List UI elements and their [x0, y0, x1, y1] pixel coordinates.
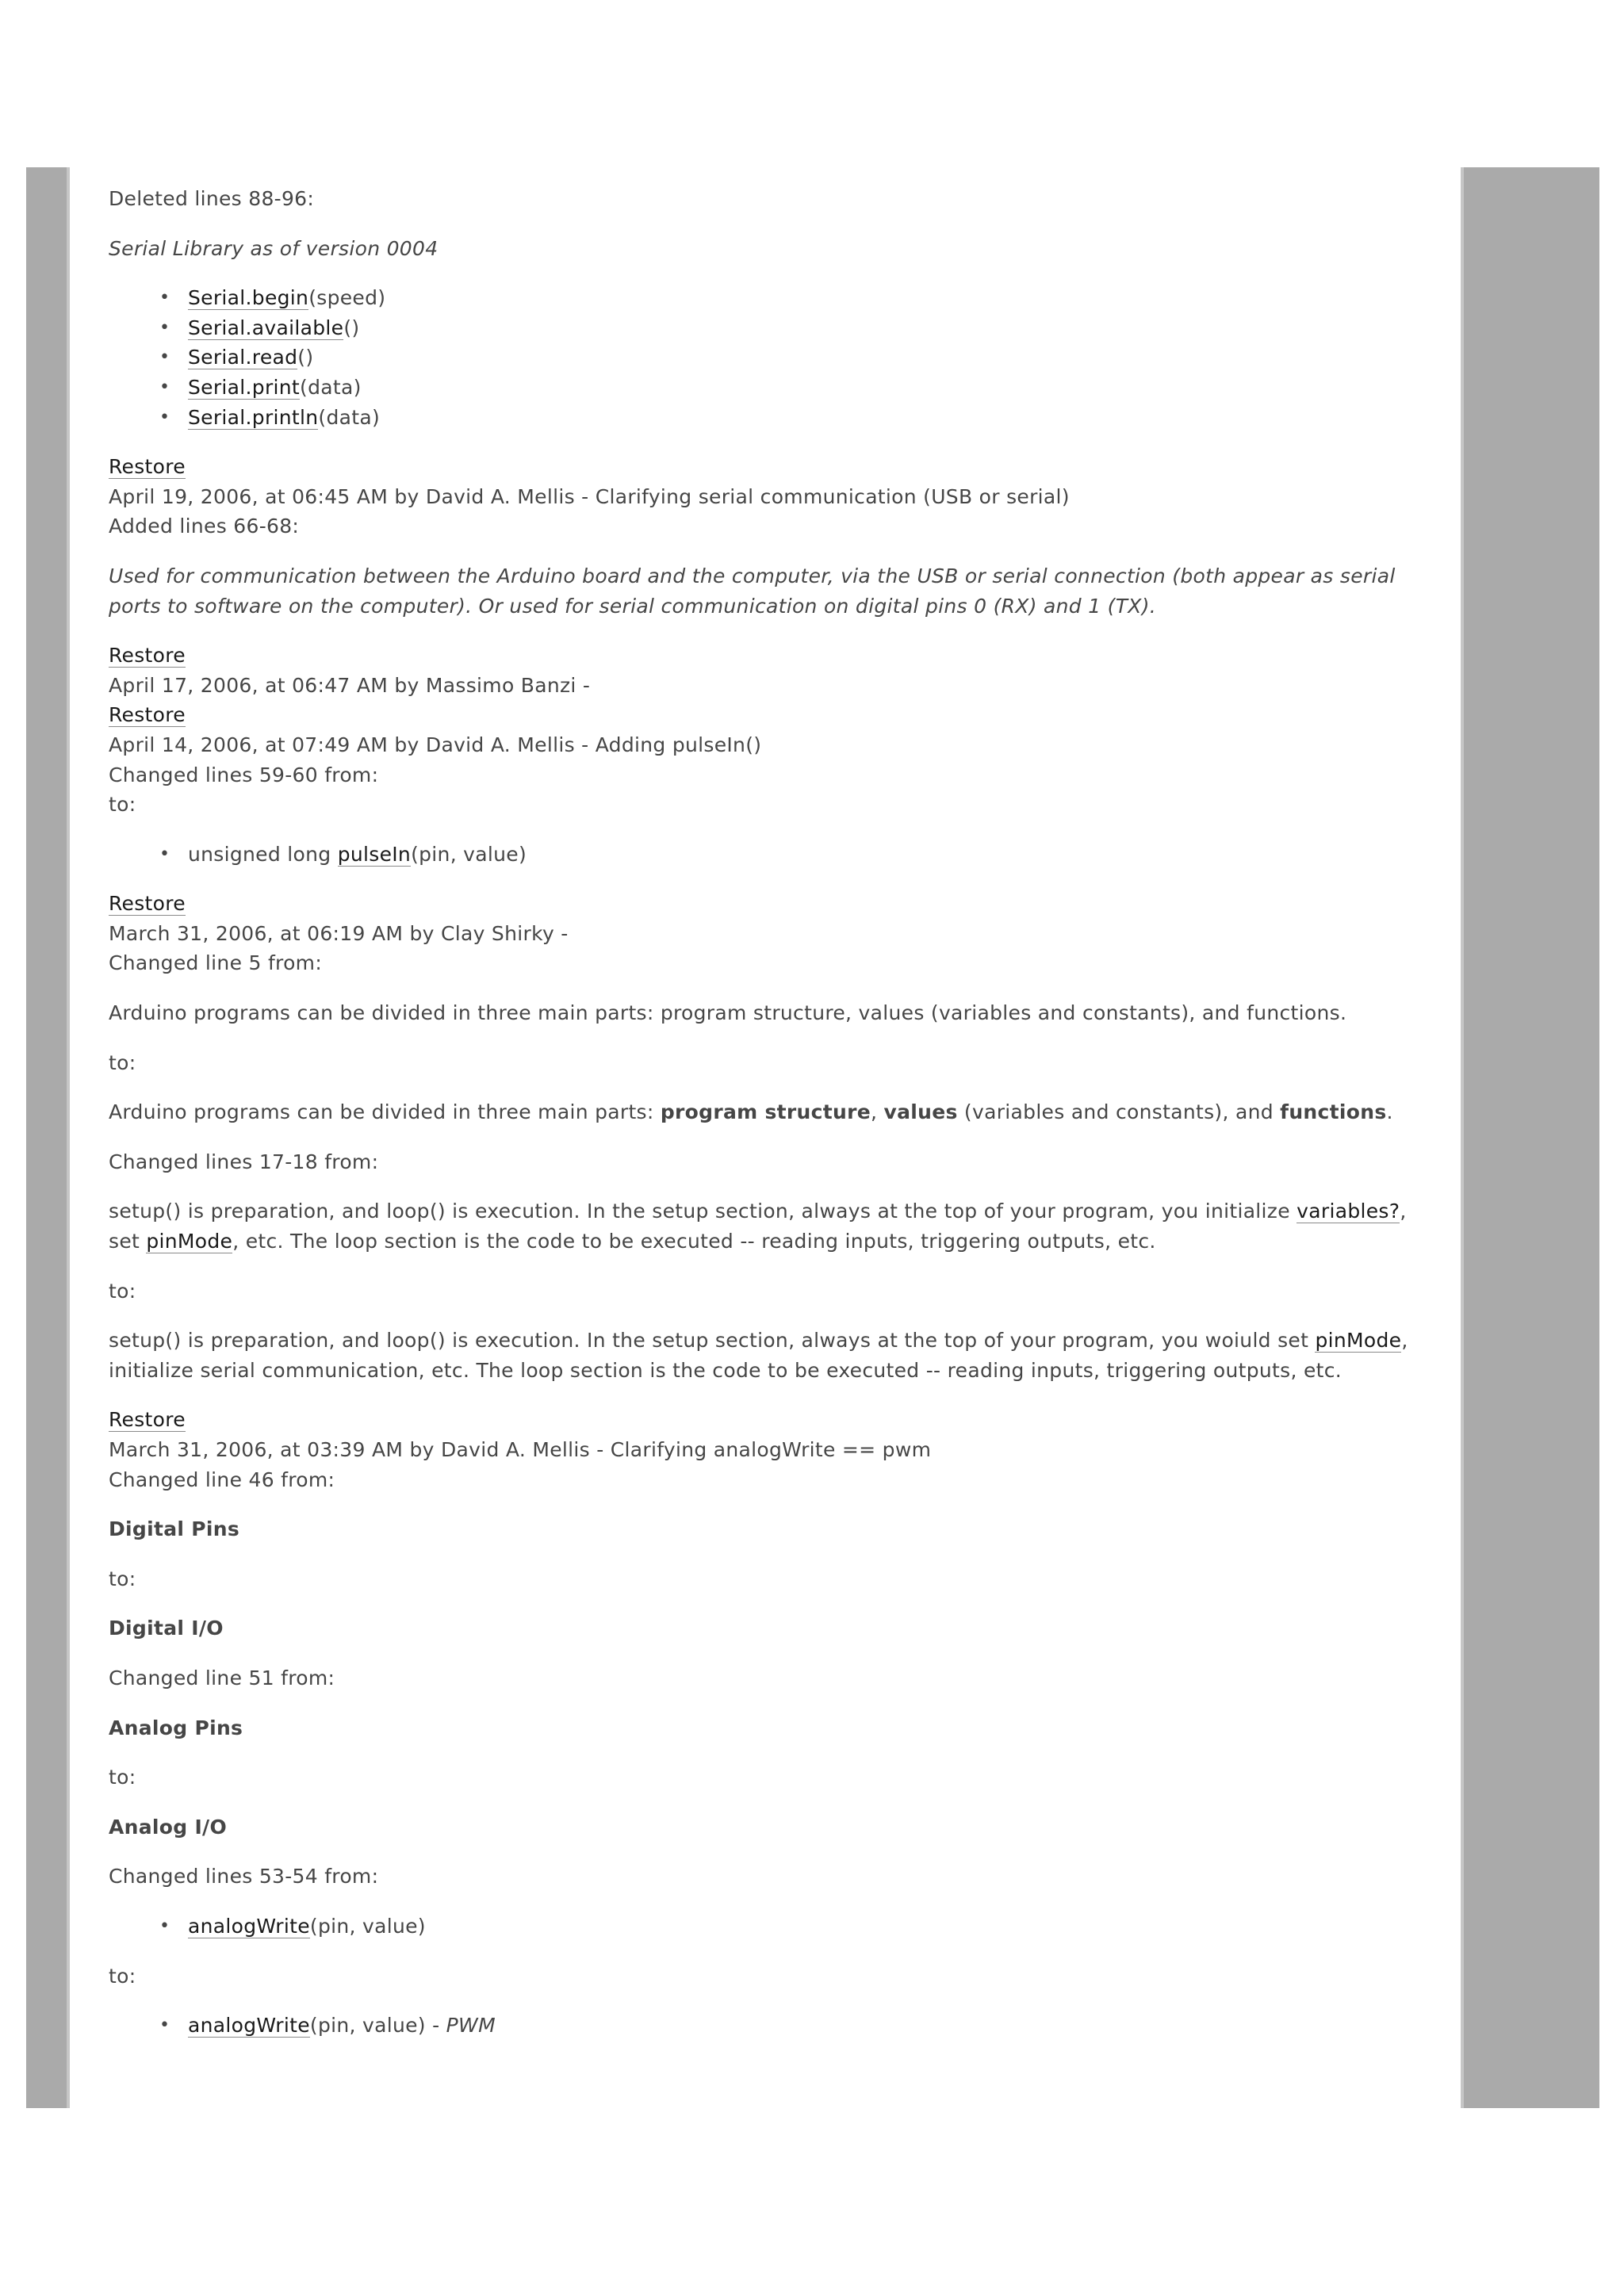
restore-link[interactable]: Restore [109, 1408, 186, 1432]
serial-print-link[interactable]: Serial.print [188, 375, 301, 399]
change-description: Changed lines 59-60 from: [109, 763, 379, 786]
list-item: • analogWrite(pin, value) [188, 1911, 1417, 1942]
to-label: to: [109, 1279, 136, 1303]
new-text: Arduino programs can be divided in three main parts: program structure, values (variables and constants), and functions. [109, 1100, 1393, 1124]
new-heading: Analog I/O [109, 1815, 228, 1839]
to-label: to: [109, 1567, 136, 1590]
deleted-lines-header: Deleted lines 88-96: [109, 187, 315, 210]
restore-link[interactable]: Restore [109, 703, 186, 727]
restore-link[interactable]: Restore [109, 455, 186, 479]
change-description: Changed line 46 from: [109, 1468, 335, 1491]
change-description: Changed line 51 from: [109, 1666, 335, 1689]
to-label: to: [109, 1050, 136, 1074]
to-label: to: [109, 793, 136, 817]
list-item: • Serial.print(data) [188, 373, 1417, 403]
revision-meta: April 14, 2006, at 07:49 AM by David A. Mellis - Adding pulseIn() [109, 733, 762, 756]
change-description: Changed line 5 from: [109, 951, 323, 975]
list-item: • Serial.available() [188, 313, 1417, 343]
left-gutter-edge [67, 167, 70, 2108]
left-gutter [26, 167, 68, 2108]
old-heading: Digital Pins [109, 1517, 240, 1541]
pinmode-link[interactable]: pinMode [1315, 1329, 1402, 1353]
to-label: to: [109, 1964, 136, 1988]
analogwrite-old-list [109, 1911, 1417, 1942]
change-description: Changed lines 17-18 from: [109, 1150, 379, 1173]
right-sidebar [1461, 167, 1599, 2108]
pulsein-list [109, 840, 1417, 870]
pinmode-link[interactable]: pinMode [146, 1230, 233, 1253]
revision-meta: April 17, 2006, at 06:47 AM by Massimo Banzi - [109, 673, 591, 697]
restore-link[interactable]: Restore [109, 892, 186, 916]
pulsein-link[interactable]: pulseIn [337, 842, 412, 866]
list-item: • Serial.begin(speed) [188, 283, 1417, 313]
analogwrite-link[interactable]: analogWrite [188, 1914, 310, 1938]
serial-library-title: Serial Library as of version 0004 [109, 236, 439, 260]
analogwrite-new-list [109, 2011, 1417, 2041]
list-item: • Serial.println(data) [188, 403, 1417, 433]
analogwrite-link[interactable]: analogWrite [188, 2014, 310, 2038]
added-text: Used for communication between the Arduino board and the computer, via the USB or serial connection (both appear as serial ports to software on the computer). Or used for serial communication on digital pins 0 (RX) and 1 (TX). [109, 564, 1396, 618]
revision-history [109, 184, 1417, 2041]
change-description: Changed lines 53-54 from: [109, 1865, 379, 1888]
list-item: • Serial.read() [188, 342, 1417, 373]
change-description: Added lines 66-68: [109, 515, 300, 538]
list-item: • analogWrite(pin, value) - PWM [188, 2011, 1417, 2041]
revision-meta: March 31, 2006, at 03:39 AM by David A. Mellis - Clarifying analogWrite == pwm [109, 1438, 932, 1461]
serial-available-link[interactable]: Serial.available [188, 316, 344, 339]
revision-meta: April 19, 2006, at 06:45 AM by David A. Mellis - Clarifying serial communication (USB or serial) [109, 484, 1070, 508]
old-heading: Analog Pins [109, 1716, 243, 1739]
serial-println-link[interactable]: Serial.println [188, 405, 319, 429]
new-heading: Digital I/O [109, 1617, 224, 1640]
to-label: to: [109, 1766, 136, 1789]
old-text: Arduino programs can be divided in three main parts: program structure, values (variables and constants), and functions. [109, 1001, 1347, 1025]
variables-link[interactable]: variables? [1297, 1200, 1400, 1223]
old-text: setup() is preparation, and loop() is execution. In the setup section, always at the top of your program, you initialize variables?, set pinMode, etc. The loop section is the code to be executed -- reading inputs, triggering outputs, etc. [109, 1200, 1407, 1253]
new-text: setup() is preparation, and loop() is execution. In the setup section, always at the top of your program, you woiuld set pinMode, initialize serial communication, etc. The loop section is the code to be executed -- reading inputs, triggering outputs, etc. [109, 1329, 1408, 1382]
revision-meta: March 31, 2006, at 06:19 AM by Clay Shirky - [109, 921, 569, 945]
list-item: • unsigned long pulseIn(pin, value) [188, 840, 1417, 870]
right-sidebar-edge [1461, 167, 1464, 2108]
serial-read-link[interactable]: Serial.read [188, 346, 298, 369]
serial-begin-link[interactable]: Serial.begin [188, 286, 309, 310]
serial-function-list [109, 283, 1417, 432]
restore-link[interactable]: Restore [109, 644, 186, 668]
